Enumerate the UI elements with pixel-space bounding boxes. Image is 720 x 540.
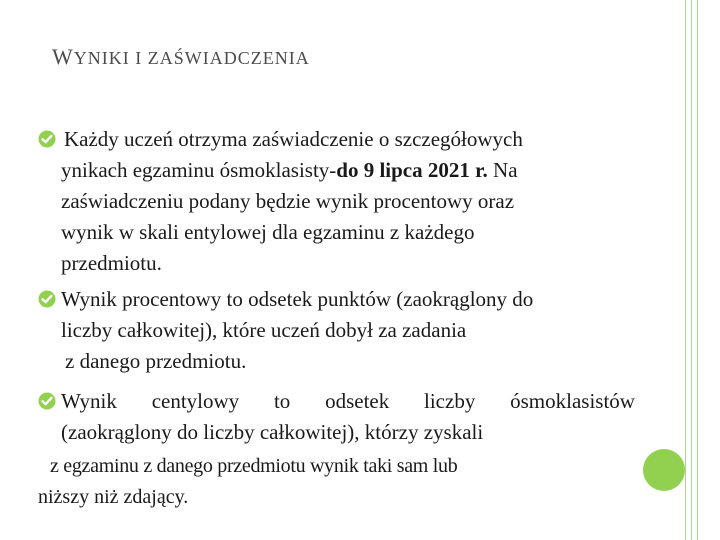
word: odsetek — [325, 389, 390, 413]
checkmark-icon — [38, 130, 56, 148]
checkmark-icon — [38, 290, 56, 308]
bullet-1-date: do 9 lipca 2021 r. — [336, 158, 488, 182]
title-initial: W — [52, 44, 74, 69]
bullet-1-line-3: zaświadczeniu podany będzie wynik procentowy oraz — [61, 189, 515, 213]
bullet-3-line-1 — [61, 388, 635, 415]
bullet-1-line-5: przedmiotu. — [61, 251, 162, 275]
word: Wynik — [61, 389, 117, 413]
word: centylowy — [151, 389, 240, 413]
bullet-1-line-2 — [61, 157, 518, 184]
bullet-1-text: ynikach egzaminu ósmoklasisty- — [61, 158, 337, 182]
bullet-3-line-2: (zaokrąglony do liczby całkowitej), którzy zyskali — [61, 420, 484, 444]
bullet-1-line-4: wynik w skali entylowej dla egzaminu z każdego — [61, 220, 475, 244]
word: ósmoklasistów — [510, 389, 635, 413]
bullet-2-line-3: z danego przedmiotu. — [65, 349, 247, 373]
bullet-1-text-end: Na — [487, 158, 518, 182]
title-rest: YNIKI I ZAŚWIADCZENIA — [73, 48, 310, 68]
bullet-3-line-3: z egzaminu z danego przedmiotu wynik taki sam lub — [50, 455, 458, 477]
word: to — [273, 389, 291, 413]
bullet-2-line-2: liczby całkowitej), które uczeń dobył za zadania — [61, 318, 467, 342]
bullet-2-line-1: Wynik procentowy to odsetek punktów (zaokrąglony do — [61, 287, 534, 311]
bullet-1-line-1: Każdy uczeń otrzyma zaświadczenie o szczegółowych — [64, 127, 523, 151]
bullet-3-line-4: niższy niż zdający. — [38, 486, 189, 508]
checkmark-icon — [38, 392, 56, 410]
word: liczby — [424, 389, 476, 413]
